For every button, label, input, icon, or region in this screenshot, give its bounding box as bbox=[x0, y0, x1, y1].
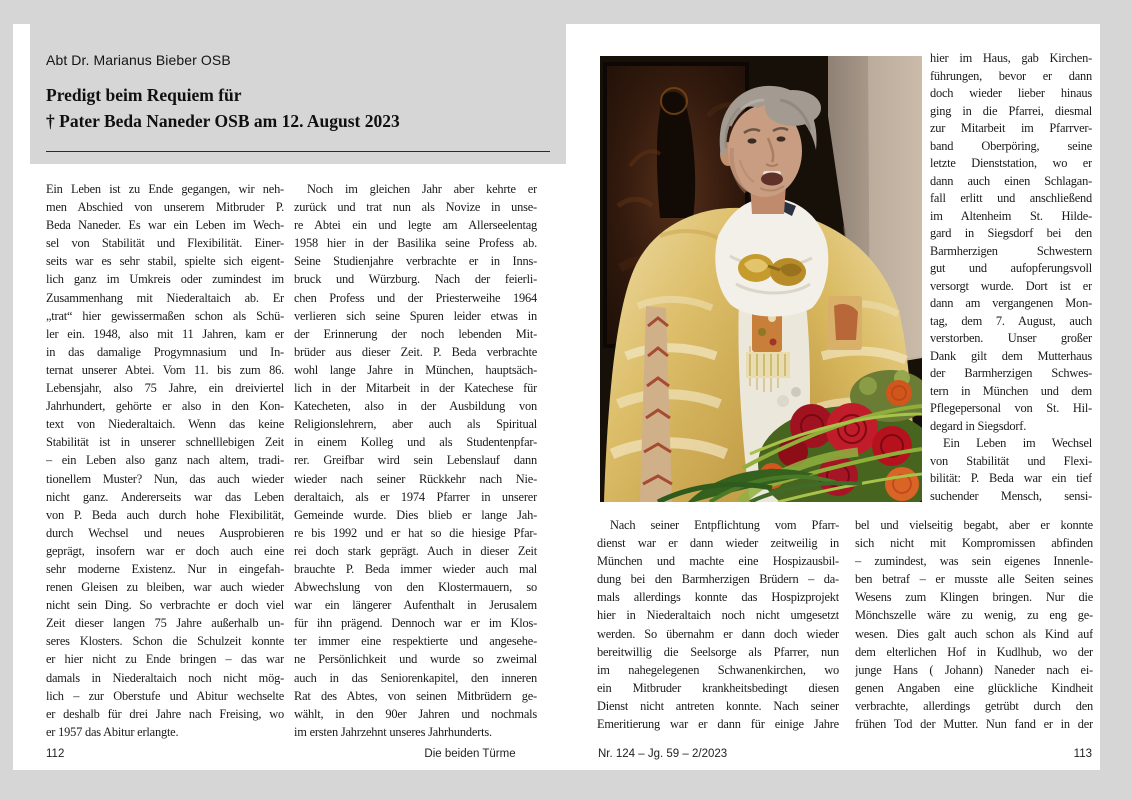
text-line: re Abtei ein und legte am Allerseelentag bbox=[294, 218, 537, 233]
text-line: letzte Dienststation, wo er bbox=[930, 156, 1092, 170]
text-line: wählt, in den 90er Jahren und nochmals bbox=[294, 706, 537, 721]
text-line: verbrachte, allerdings getrübt durch den bbox=[855, 698, 1093, 713]
text-line: auch in das Seniorenkapitel, den inneren bbox=[294, 670, 537, 685]
journal-name: Die beiden Türme bbox=[424, 748, 516, 760]
text-line: bereitwillig die Seelsorge als Pfarrer, nun bbox=[597, 644, 839, 659]
article-title-line1: Predigt beim Requiem für bbox=[46, 85, 242, 105]
text-line: brauchte P. Beda immer wieder auch mal bbox=[294, 561, 537, 576]
text-line: dann am vergangenen Mon- bbox=[930, 296, 1092, 310]
text-line: durch Wechsel und neues Ausprobieren bbox=[46, 525, 284, 540]
text-line: in einem Kolleg und als Studentenpfar- bbox=[294, 435, 537, 450]
right-page-bottom-left-column bbox=[597, 516, 839, 733]
text-line: Emeritierung war er dann für einige Jahre bbox=[597, 717, 839, 732]
text-line: text von Niederaltaich. Wenn das keine bbox=[46, 417, 284, 432]
text-line: verlieren sich seine Spuren leider etwas in bbox=[294, 308, 537, 323]
text-line: zurück und trat nun als Novize in unse- bbox=[294, 200, 537, 215]
left-page-number: 112 bbox=[46, 748, 65, 760]
text-line: wesen. Dies galt auch schon als Kind auf bbox=[855, 626, 1093, 641]
text-line: Ein Leben ist zu Ende gegangen, wir neh- bbox=[46, 182, 284, 196]
text-line: rer. Greifbar wird sein Lebenslauf dann bbox=[294, 453, 537, 468]
text-line: Abwechslung von den Klostermauern, so bbox=[294, 580, 537, 595]
priest-photo-illustration bbox=[600, 56, 922, 502]
text-line: im Altenheim St. Hilde- bbox=[930, 208, 1092, 223]
text-line: führungen, bevor er dann bbox=[930, 68, 1092, 83]
text-line: tag, dem 7. August, auch bbox=[930, 313, 1092, 328]
text-line: men Abschied von unserem Mitbruder P. bbox=[46, 200, 284, 215]
text-line: lich – zur Oberstufe und Abitur wechselte bbox=[46, 688, 284, 703]
text-line: verstorben. Unser großer bbox=[930, 331, 1092, 345]
text-line: gard in Siegsdorf bei den bbox=[930, 226, 1092, 240]
text-line: lich in der Mitarbeit in der Katechese für bbox=[294, 381, 537, 396]
text-line: Pflegepersonal von St. Hil- bbox=[930, 401, 1092, 415]
text-line: sehr moderne Existenz. Nur in eingefah- bbox=[46, 561, 284, 576]
text-line: Gemeinde wurde. Dies blieb er lange Jah- bbox=[294, 507, 537, 522]
text-line: mals allerdings konnte das Hospizprojekt bbox=[597, 590, 839, 605]
text-line: Rat des Abtes, von seinen Mitbrüdern ge- bbox=[294, 688, 537, 703]
byline: Abt Dr. Marianus Bieber OSB bbox=[46, 52, 231, 68]
text-line: ler ein. 1948, also mit 11 Jahren, kam er bbox=[46, 326, 284, 341]
paragraph bbox=[930, 435, 1092, 505]
text-line: renen Gleisen zu bleiben, war auch wieder bbox=[46, 580, 284, 595]
text-line: Nach seiner Entpflichtung vom Pfarr- bbox=[610, 518, 839, 532]
title-divider bbox=[46, 151, 550, 152]
text-line: dienst war er dann wieder zeitweilig in bbox=[597, 536, 839, 551]
text-line: nicht sein Ding. So verbrachte er doch viel bbox=[46, 598, 284, 613]
text-line: geprägt, insofern war er doch auch eine bbox=[46, 543, 284, 558]
text-line: fall erlitt und anschließend bbox=[930, 191, 1092, 205]
text-line: re bis 1992 und er hat so die hiesige Pfar- bbox=[294, 525, 537, 540]
text-line: bel und vielseitig begabt, aber er konnte bbox=[855, 518, 1093, 532]
text-line: wieder nach seiner Rückkehr nach Nie- bbox=[294, 471, 537, 486]
text-line: sich nicht mit Kompromissen abfinden bbox=[855, 536, 1093, 551]
text-line: degard in Siegsdorf. bbox=[930, 418, 1027, 433]
text-line: er 1957 das Abitur erlangte. bbox=[46, 724, 179, 739]
text-line: im nahegelegenen Schwanenkirchen, wo bbox=[597, 662, 839, 677]
text-line: genen Angaben eine glückliche Kindheit bbox=[855, 680, 1093, 695]
text-line: dung bei den Barmherzigen Brüdern – da- bbox=[597, 572, 839, 587]
text-line: der Barmherzigen Schwes- bbox=[930, 366, 1092, 380]
text-line: ne Persönlichkeit und wurde so zweimal bbox=[294, 652, 537, 667]
text-line: tionellem Muster? Nun, das auch wieder bbox=[46, 471, 284, 486]
text-line: „trat“ hier gewissermaßen schon als Schü- bbox=[46, 308, 284, 323]
text-line: bilität: P. Beda war ein tief bbox=[930, 471, 1092, 485]
text-line: 1958 hier in der Basilika seine Profess ab. bbox=[294, 236, 537, 251]
text-line: ging in die Pfarrei, diesmal bbox=[930, 103, 1092, 118]
text-line: – zumindest, was sein eigenes Innenle- bbox=[855, 554, 1093, 569]
paragraph bbox=[294, 180, 537, 741]
text-line: dann auch einen Schlagan- bbox=[930, 173, 1092, 188]
text-line: seits war es sehr stabil, spielte sich eigent- bbox=[46, 254, 284, 269]
right-page-bottom-right-column bbox=[855, 516, 1093, 733]
text-line: chen Profess und der Priesterweihe 1964 bbox=[294, 290, 537, 305]
text-line: sel von Stabilität und Flexibilität. Einer- bbox=[46, 236, 284, 251]
text-line: Katecheten, also in der Ausbildung von bbox=[294, 399, 537, 414]
text-line: versorgt wurde. Dort ist er bbox=[930, 278, 1092, 293]
text-line: er deshalb für drei Jahre nach Freising, wo bbox=[46, 706, 284, 721]
text-line: deraltaich, als er 1974 Pfarrer in unserer bbox=[294, 489, 537, 504]
text-line: für ihn prägend. Dennoch war er im Klos- bbox=[294, 616, 537, 631]
text-line: Mönchszelle wäre zu wenig, zu eng ge- bbox=[855, 608, 1093, 623]
text-line: Noch im gleichen Jahr aber kehrte er bbox=[307, 182, 537, 196]
text-line: tern in München und dem bbox=[930, 383, 1092, 398]
text-line: Religionslehrern, aber auch als Spiritual bbox=[294, 417, 537, 432]
text-line: nicht ganz. Andererseits war das Leben bbox=[46, 489, 284, 504]
text-line: brüder aus dieser Zeit. P. Beda verbrachte bbox=[294, 344, 537, 359]
text-line: Dienst nicht antreten konnte. Nach seiner bbox=[597, 698, 839, 713]
text-line: in das damalige Progymnasium und In- bbox=[46, 344, 284, 359]
text-line: damals in Niederaltaich noch nicht mög- bbox=[46, 670, 284, 685]
text-line: dem elterlichen Hof in Kudlhub, wo der bbox=[855, 644, 1093, 659]
text-line: der Erinnerung der noch lebenden Mit- bbox=[294, 326, 537, 341]
text-line: hier im Haus, gab Kirchen- bbox=[930, 51, 1092, 65]
text-line: bruck und Würzburg. Nach der feierli- bbox=[294, 272, 537, 287]
text-line: junge Hans ( Johann) Naneder nach ei- bbox=[855, 662, 1093, 677]
left-page-column-1 bbox=[46, 180, 284, 741]
text-line: ben betraf – er musste alle Seiten seines bbox=[855, 572, 1093, 587]
article-title-line2: † Pater Beda Naneder OSB am 12. August 2023 bbox=[46, 111, 400, 131]
text-line: Lebensjahr, also 75 Jahre, ein dreiviertel bbox=[46, 381, 284, 396]
text-line: Stabilität ist in unserer schnelllebigen Zeit bbox=[46, 435, 284, 450]
text-line: suchender Mensch, sensi- bbox=[930, 488, 1092, 503]
text-line: Beda Naneder. Es war ein Leben im Wech- bbox=[46, 218, 284, 233]
issue-info: Nr. 124 – Jg. 59 – 2/2023 bbox=[598, 748, 728, 760]
text-line: hier in Niederaltaich noch nicht umgesetzt bbox=[597, 608, 839, 623]
white-collar bbox=[715, 198, 828, 317]
text-line: Barmherzigen Schwestern bbox=[930, 243, 1092, 258]
text-line: ternat unserer Abtei. Vom 11. bis zum 86. bbox=[46, 362, 284, 377]
text-line: Wesens zum Klingen bringen. Nur die bbox=[855, 590, 1093, 605]
text-line: Zeit dieser langen 75 Jahre außerhalb un- bbox=[46, 616, 284, 631]
text-line: München und machte eine Hospizausbil- bbox=[597, 554, 839, 569]
article-title bbox=[46, 82, 546, 134]
text-line: Seine Studienjahre verbrachte er in Inns- bbox=[294, 254, 537, 269]
text-line: – ein Leben also ganz nach altem, tradi- bbox=[46, 453, 284, 468]
text-line: Ein Leben im Wechsel bbox=[943, 436, 1092, 450]
text-line: rei doch stark geprägt. Auch in dieser Zeit bbox=[294, 543, 537, 558]
text-line: Dank gilt dem Mutterhaus bbox=[930, 348, 1092, 363]
text-line: war ein längerer Aufenthalt in Jerusalem bbox=[294, 598, 537, 613]
text-line: werden. So übernahm er dann doch wieder bbox=[597, 626, 839, 641]
paragraph bbox=[46, 180, 284, 741]
paragraph bbox=[930, 50, 1092, 435]
paragraph bbox=[597, 516, 839, 733]
right-page-number: 113 bbox=[1073, 748, 1092, 760]
text-line: ein Mitbruder krankheitsbedingt diesen bbox=[597, 680, 839, 695]
text-line: seres Klosters. Schon die Schulzeit konnte bbox=[46, 634, 284, 649]
text-line: ter immer eine respektierte und angesehe- bbox=[294, 634, 537, 649]
priest-photo bbox=[600, 56, 922, 502]
text-line: zur Mitarbeit im Pfarrver- bbox=[930, 121, 1092, 135]
text-line: Zusammenhang mit Niederaltaich ab. Er bbox=[46, 290, 284, 305]
right-page-side-column bbox=[930, 50, 1092, 505]
text-line: gut und aufopferungsvoll bbox=[930, 261, 1092, 275]
paragraph bbox=[855, 516, 1093, 733]
text-line: band Oberpöring, seine bbox=[930, 138, 1092, 153]
text-line: frühen Tod der Mutter. Nun fand er in der bbox=[855, 717, 1093, 732]
text-line: wohl lange Jahre in München, hauptsäch- bbox=[294, 362, 537, 377]
left-page-column-2 bbox=[294, 180, 537, 741]
text-line: lich ganz im Umkreis oder zumindest im bbox=[46, 272, 284, 287]
text-line: von Stabilität und Flexi- bbox=[930, 453, 1092, 468]
text-line: doch wieder lieber hinaus bbox=[930, 86, 1092, 100]
text-line: er hier nicht zu Ende bringen – das war bbox=[46, 652, 284, 667]
text-line: von P. Beda auch durch hohe Flexibilität, bbox=[46, 507, 284, 522]
text-line: im ersten Jahrzehnt unseres Jahrhunderts. bbox=[294, 724, 492, 739]
text-line: Jahrhundert, gehörte er also in den Kon- bbox=[46, 399, 284, 414]
